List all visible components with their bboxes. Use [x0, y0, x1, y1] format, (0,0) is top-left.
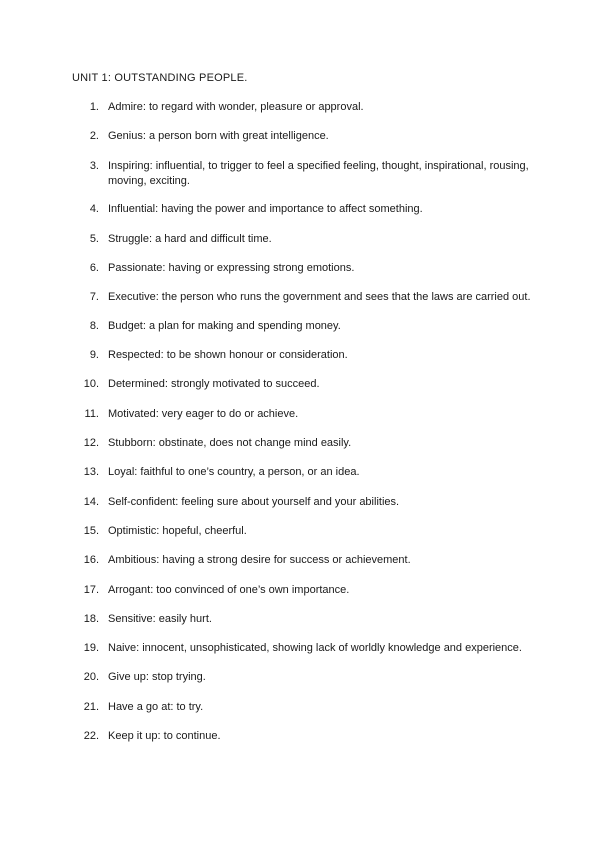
item-number: 1.: [89, 101, 99, 113]
item-number: 2.: [89, 130, 99, 143]
list-item: [72, 377, 542, 392]
list-item: [72, 261, 542, 276]
item-number: 3.: [89, 159, 99, 172]
list-item: [72, 524, 542, 539]
item-number: 19.: [83, 642, 99, 655]
list-item: [72, 436, 542, 451]
item-text: Optimistic: hopeful, cheerful.: [108, 524, 247, 537]
list-item: [72, 583, 542, 598]
item-text: Budget: a plan for making and spending money.: [108, 319, 341, 332]
item-text: Respected: to be shown honour or consideration.: [108, 349, 348, 362]
item-text: Executive: the person who runs the government and sees that the laws are carried out.: [108, 291, 531, 304]
item-text: Admire: to regard with wonder, pleasure or approval.: [108, 101, 364, 113]
item-number: 11.: [84, 407, 99, 420]
list-item: [72, 729, 542, 744]
item-text: Ambitious: having a strong desire for success or achievement.: [108, 554, 411, 567]
item-text: Struggle: a hard and difficult time.: [108, 232, 272, 245]
list-item: [72, 612, 542, 627]
item-number: 17.: [83, 583, 99, 596]
item-number: 4.: [89, 203, 99, 216]
item-number: 12.: [83, 437, 99, 450]
item-text: Naive: innocent, unsophisticated, showing lack of worldly knowledge and experience.: [108, 642, 522, 655]
item-number: 5.: [89, 232, 99, 245]
list-item: [72, 495, 542, 510]
item-number: 14.: [83, 495, 99, 508]
item-number: 16.: [83, 554, 99, 567]
item-text: Self-confident: feeling sure about yourself and your abilities.: [108, 495, 400, 508]
list-item: [72, 641, 542, 656]
list-item: [72, 348, 542, 363]
list-item: [72, 553, 542, 568]
item-number: 8.: [89, 319, 99, 332]
item-number: 6.: [89, 261, 99, 274]
list-item: [72, 700, 542, 715]
list-item: [72, 232, 542, 247]
item-text: Keep it up: to continue.: [108, 730, 221, 743]
item-text: Determined: strongly motivated to succeed.: [108, 378, 320, 391]
list-item: [72, 465, 542, 480]
page-title: UNIT 1: OUTSTANDING PEOPLE.: [72, 72, 248, 84]
item-text: Have a go at: to try.: [108, 700, 204, 713]
item-number: 15.: [83, 524, 99, 537]
item-number: 9.: [89, 349, 99, 362]
item-text: Give up: stop trying.: [108, 671, 206, 684]
item-number: 18.: [83, 612, 99, 625]
list-item: [72, 319, 542, 334]
vocabulary-list: [72, 100, 542, 758]
item-text: Influential: having the power and importance to affect something.: [108, 203, 423, 216]
item-number: 20.: [83, 671, 99, 684]
item-text: Passionate: having or expressing strong emotions.: [108, 261, 355, 274]
item-number: 13.: [83, 466, 99, 479]
item-text: Stubborn: obstinate, does not change mind easily.: [108, 437, 352, 450]
item-text: Sensitive: easily hurt.: [108, 612, 212, 625]
item-number: 21.: [83, 700, 99, 713]
item-number: 10.: [83, 378, 99, 391]
item-text: Arrogant: too convinced of one’s own importance.: [108, 583, 350, 596]
item-number: 22.: [83, 730, 99, 743]
list-item: [72, 129, 542, 144]
list-item: [72, 100, 542, 115]
item-text: Motivated: very eager to do or achieve.: [108, 407, 299, 420]
list-item: [72, 159, 542, 189]
list-item: [72, 407, 542, 422]
item-text: Genius: a person born with great intelligence.: [108, 130, 329, 143]
item-number: 7.: [89, 291, 99, 304]
list-item: [72, 670, 542, 685]
item-text: Loyal: faithful to one’s country, a person, or an idea.: [108, 466, 360, 479]
list-item: [72, 202, 542, 217]
item-text: Inspiring: influential, to trigger to feel a specified feeling, thought, inspirational, rousing, moving, exciting.: [108, 159, 529, 187]
list-item: [72, 290, 542, 305]
